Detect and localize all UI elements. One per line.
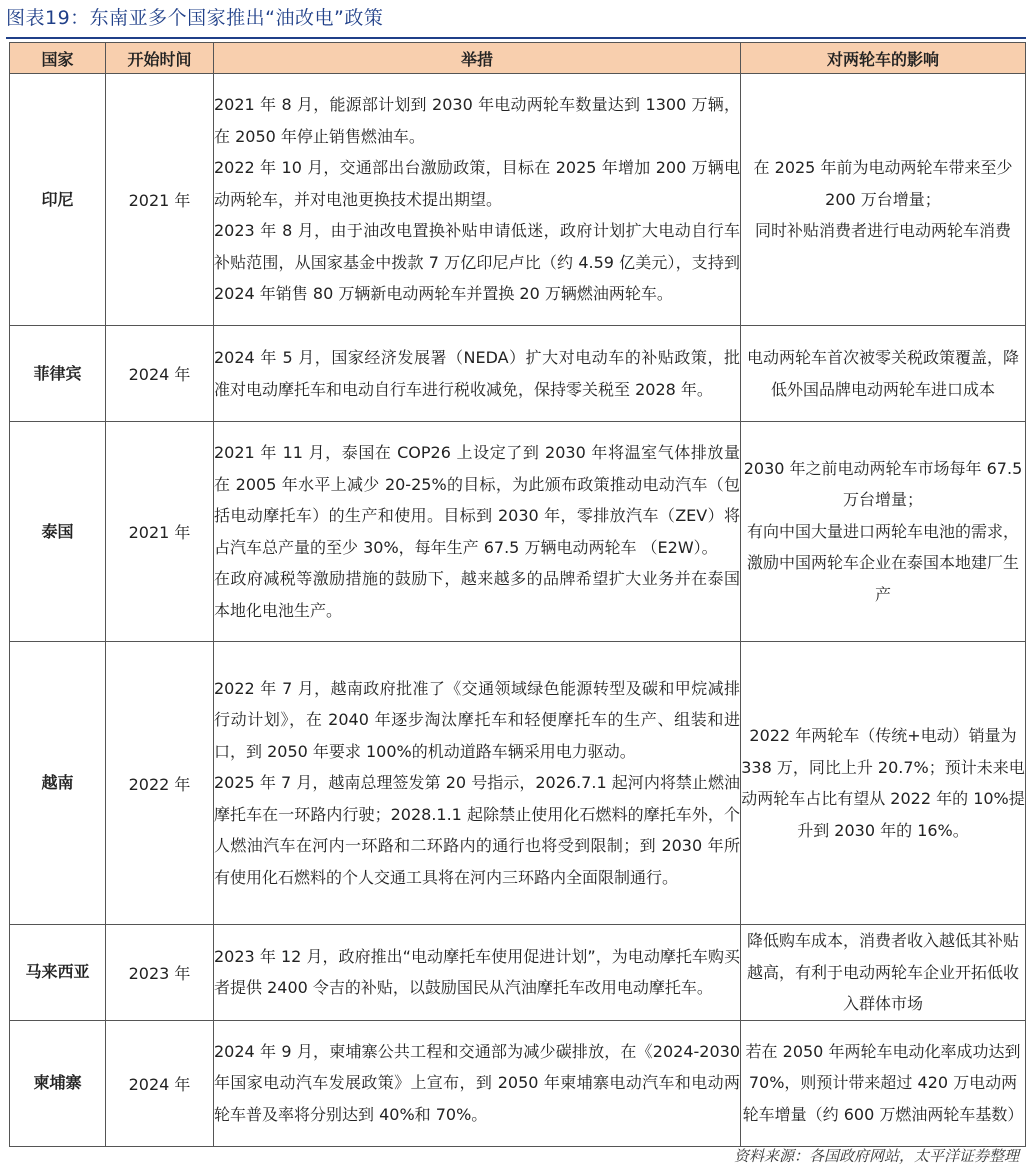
country-cell: 印尼 xyxy=(10,74,106,326)
country-cell: 泰国 xyxy=(10,422,106,642)
impact-text: 降低购车成本，消费者收入越低其补贴越高，有利于电动两轮车企业开拓低收入群体市场 xyxy=(746,931,1019,1013)
header-start-time: 开始时间 xyxy=(106,43,214,74)
title-divider xyxy=(6,37,1026,39)
impact-cell xyxy=(741,422,1026,642)
table-row xyxy=(10,925,1026,1021)
table-row xyxy=(10,642,1026,925)
impact-text: 在 2025 年前为电动两轮车带来至少 200 万台增量； xyxy=(753,158,1013,209)
year-cell: 2022 年 xyxy=(106,642,214,925)
measure-text: 2022 年 7 月，越南政府批准了《交通领域绿色能源转型及碳和甲烷减排行动计划》，在 2040 年逐步淘汰摩托车和轻便摩托车的生产、组装和进口，到 2050 年要求 100%的机动道路车辆采用电力驱动。 xyxy=(214,678,740,761)
year-cell: 2023 年 xyxy=(106,925,214,1021)
impact-text: 2022 年两轮车（传统+电动）销量为 338 万，同比上升 20.7%；预计未来电动两轮车占比有望从 2022 年的 10%提升到 2030 年的 16%。 xyxy=(741,726,1025,840)
table-row xyxy=(10,422,1026,642)
impact-cell xyxy=(741,74,1026,326)
table-row xyxy=(10,326,1026,422)
measures-cell xyxy=(214,642,741,925)
year-cell: 2021 年 xyxy=(106,74,214,326)
table-header-row xyxy=(10,43,1026,74)
policy-table xyxy=(9,42,1026,1147)
measure-text: 2023 年 12 月，政府推出“电动摩托车使用促进计划”，为电动摩托车购买者提供 2400 令吉的补贴，以鼓励国民从汽油摩托车改用电动摩托车。 xyxy=(214,946,740,998)
measure-text: 2022 年 10 月，交通部出台激励政策，目标在 2025 年增加 200 万辆电动两轮车，并对电池更换技术提出期望。 xyxy=(214,158,740,209)
table-row xyxy=(10,74,1026,326)
header-impact: 对两轮车的影响 xyxy=(741,43,1026,74)
impact-text: 同时补贴消费者进行电动两轮车消费 xyxy=(754,221,1011,241)
measure-text: 2021 年 8 月，能源部计划到 2030 年电动两轮车数量达到 1300 万辆，在 2050 年停止销售燃油车。 xyxy=(214,95,740,146)
country-cell: 马来西亚 xyxy=(10,925,106,1021)
year-cell: 2021 年 xyxy=(106,422,214,642)
measures-cell xyxy=(214,74,741,326)
country-cell: 柬埔寨 xyxy=(10,1020,106,1146)
table-row xyxy=(10,1020,1026,1146)
measure-text: 在政府减税等激励措施的鼓励下，越来越多的品牌希望扩大业务并在泰国本地化电池生产。 xyxy=(214,569,740,620)
year-cell: 2024 年 xyxy=(106,326,214,422)
measure-text: 2024 年 9 月，柬埔寨公共工程和交通部为减少碳排放，在《2024-2030 年国家电动汽车发展政策》上宣布，到 2050 年柬埔寨电动汽车和电动两轮车普及率将分别达到 40%和 70%。 xyxy=(214,1041,740,1124)
measure-text: 2021 年 11 月，泰国在 COP26 上设定了到 2030 年将温室气体排放量在 2005 年水平上减少 20-25%的目标，为此颁布政策推动电动汽车（包括电动摩托车）的生产和使用。目标到 2030 年，零排放汽车（ZEV）将占汽车总产量的至少 30%，每年生产 67.5 万辆电动两轮车 （E2W）。 xyxy=(214,443,740,557)
impact-cell xyxy=(741,1020,1026,1146)
impact-cell xyxy=(741,925,1026,1021)
impact-text: 2030 年之前电动两轮车市场每年 67.5 万台增量； xyxy=(743,458,1023,510)
header-measures: 举措 xyxy=(214,43,741,74)
header-country: 国家 xyxy=(10,43,106,74)
impact-text: 有向中国大量进口两轮车电池的需求，激励中国两轮车企业在泰国本地建厂生产 xyxy=(746,521,1019,604)
figure-title: 图表19：东南亚多个国家推出“油改电”政策 xyxy=(6,7,384,29)
impact-text: 电动两轮车首次被零关税政策覆盖，降低外国品牌电动两轮车进口成本 xyxy=(746,348,1019,399)
impact-cell xyxy=(741,326,1026,422)
impact-cell xyxy=(741,642,1026,925)
country-cell: 菲律宾 xyxy=(10,326,106,422)
measures-cell xyxy=(214,422,741,642)
measure-text: 2023 年 8 月，由于油改电置换补贴申请低迷，政府计划扩大电动自行车补贴范围，从国家基金中拨款 7 万亿印尼卢比（约 4.59 亿美元），支持到 2024 年销售 80 万辆新电动两轮车并置换 20 万辆燃油两轮车。 xyxy=(214,221,740,304)
measures-cell xyxy=(214,925,741,1021)
country-cell: 越南 xyxy=(10,642,106,925)
measure-text: 2025 年 7 月，越南总理签发第 20 号指示，2026.7.1 起河内将禁止燃油摩托车在一环路内行驶；2028.1.1 起除禁止使用化石燃料的摩托车外，个人燃油汽车在河内一环路和二环路内的通行也将受到限制；到 2030 年所有使用化石燃料的个人交通工具将在河内三环路内全面限制通行。 xyxy=(214,773,740,887)
measures-cell xyxy=(214,1020,741,1146)
year-cell: 2024 年 xyxy=(106,1020,214,1146)
measures-cell xyxy=(214,326,741,422)
impact-text: 若在 2050 年两轮车电动化率成功达到 70%，则预计带来超过 420 万电动两轮车增量（约 600 万燃油两轮车基数） xyxy=(742,1041,1024,1124)
measure-text: 2024 年 5 月，国家经济发展署（NEDA）扩大对电动车的补贴政策，批准对电动摩托车和电动自行车进行税收减免，保持零关税至 2028 年。 xyxy=(214,348,740,399)
source-note: 资料来源：各国政府网站，太平洋证券整理 xyxy=(733,1147,1019,1165)
